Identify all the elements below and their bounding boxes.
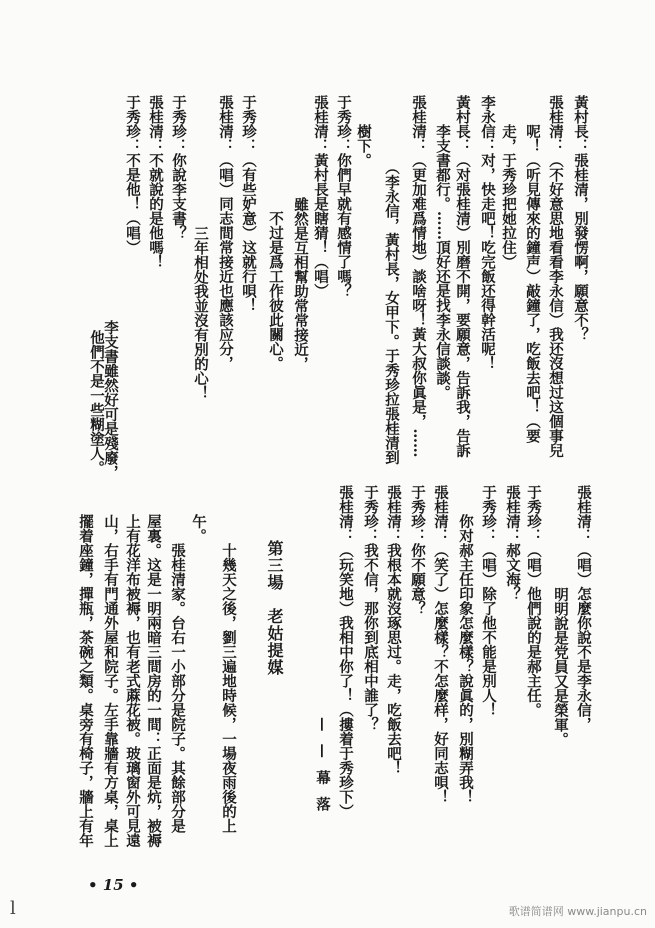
scene-heading: 第三場 老姑提媒 (265, 540, 284, 676)
dialogue-line: 張桂清：郝文海？ (504, 485, 521, 601)
scene-description-line: 十幾天之後，劉三遍地時候，一場夜雨後的上 (220, 543, 237, 833)
dialogue-line: 于秀珍：（有些妒意）这就行唄！ (240, 95, 257, 313)
scene-description-line: 山，右手有門通外屋和院子。左手靠牆有方桌，桌上 (102, 514, 119, 848)
dialogue-line: 于秀珍：你們早就有感情了嗎？ (335, 95, 352, 298)
dialogue-line: 黃村長：（对張桂清）別磨不開，要願意，告訴我，告訴 (454, 95, 471, 458)
dialogue-line: 張桂清：不就說的是他嗎！ (147, 95, 164, 269)
dialogue-line: 于秀珍：（唱）除了他不能是別人！ (480, 485, 497, 717)
dialogue-line: 于秀珍：不是他！（唱） (124, 95, 141, 255)
scene-description-line: 午。 (190, 514, 207, 543)
page-number: • 15 • (88, 876, 139, 894)
curtain-falls-text: ——幕落 (314, 717, 331, 823)
stage-direction: 樹下。 (355, 124, 372, 168)
dialogue-line: 于秀珍：我不信，那你到底相中誰了？ (362, 485, 379, 732)
song-line: 三年相处我並沒有別的心！ (192, 226, 209, 400)
dialogue-line: 于秀珍：你說李支書？ (170, 95, 187, 240)
song-line: 李支書雖然好可是殘廢， (102, 320, 119, 480)
dialogue-line: 李支書都行。……頂好还是找李永信談談。 (434, 124, 451, 400)
dialogue-line: 張桂清：（更加难爲情地）談啥呀！黃大叔你眞是，…… (410, 95, 427, 458)
dialogue-line: 張桂清：（唱）同志間常接近也應該应分， (217, 95, 234, 371)
dialogue-line: 張桂清：黃村長是瞎猜！（唱） (312, 95, 329, 298)
dialogue-line: 張桂清：（唱）怎麼你說不是李永信， (575, 485, 592, 732)
song-line: 雖然是互相幫助常常接近， (292, 197, 309, 371)
song-line: 明明說是党員又是榮軍。 (552, 587, 569, 747)
dialogue-line: 李永信：对，快走吧！吃完飯还得幹活呢！ (479, 95, 496, 371)
scene-description-line: 屋裏。这是一明兩暗三間房的一間：正面是炕，被褥 (145, 514, 162, 848)
dialogue-line: 于秀珍：（唱）他們說的是郝主任。 (525, 485, 542, 717)
dialogue-line: 張桂清：（笑了）怎麼樣？不怎麼样，好同志唄！ (432, 485, 449, 804)
scan-mark: l (10, 898, 16, 919)
dialogue-line: 張桂清：（玩笑地）我相中你了！（摟着于秀珍下） (337, 485, 354, 819)
dialogue-line: 于秀珍：你不願意？ (409, 485, 426, 616)
dialogue-line: 走，于秀珍把她拉住） (500, 124, 517, 269)
dialogue-line: 呢！（听見傳來的鐘声）敲鐘了，吃飯去吧！（要 (524, 124, 541, 443)
scene-description-line: 擺着座鐘，撣瓶，茶碗之類。桌旁有椅子，牆上有年 (77, 514, 94, 848)
song-line: 不过是爲工作彼此關心。 (267, 211, 284, 371)
watermark: 歌谱简谱网 www.jianpu.cn (508, 905, 647, 918)
scene-description-line: 上有花洋布被褥，也有老式蔴花被。玻璃窗外可見遠 (124, 514, 141, 848)
stage-direction: （李永信，黃村長，女甲下。于秀珍拉張桂清到 (383, 160, 400, 465)
dialogue-line: 黃村長：張桂清，別發愣啊，願意不？ (572, 95, 589, 342)
scene-description-line: 張桂清家。台右一小部分是院子。其餘部分是 (169, 543, 186, 833)
dialogue-line: 張桂清：（不好意思地看看李永信）我还沒想过这個事兒 (547, 95, 564, 458)
song-line: 你对郝主任印象怎麼樣？說眞的，別糊弄我！ (457, 514, 474, 804)
dialogue-line: 張桂清：我根本就沒琢思过。走，吃飯去吧！ (385, 485, 402, 775)
song-line: 他們不是一些糊塗人。 (88, 330, 105, 475)
